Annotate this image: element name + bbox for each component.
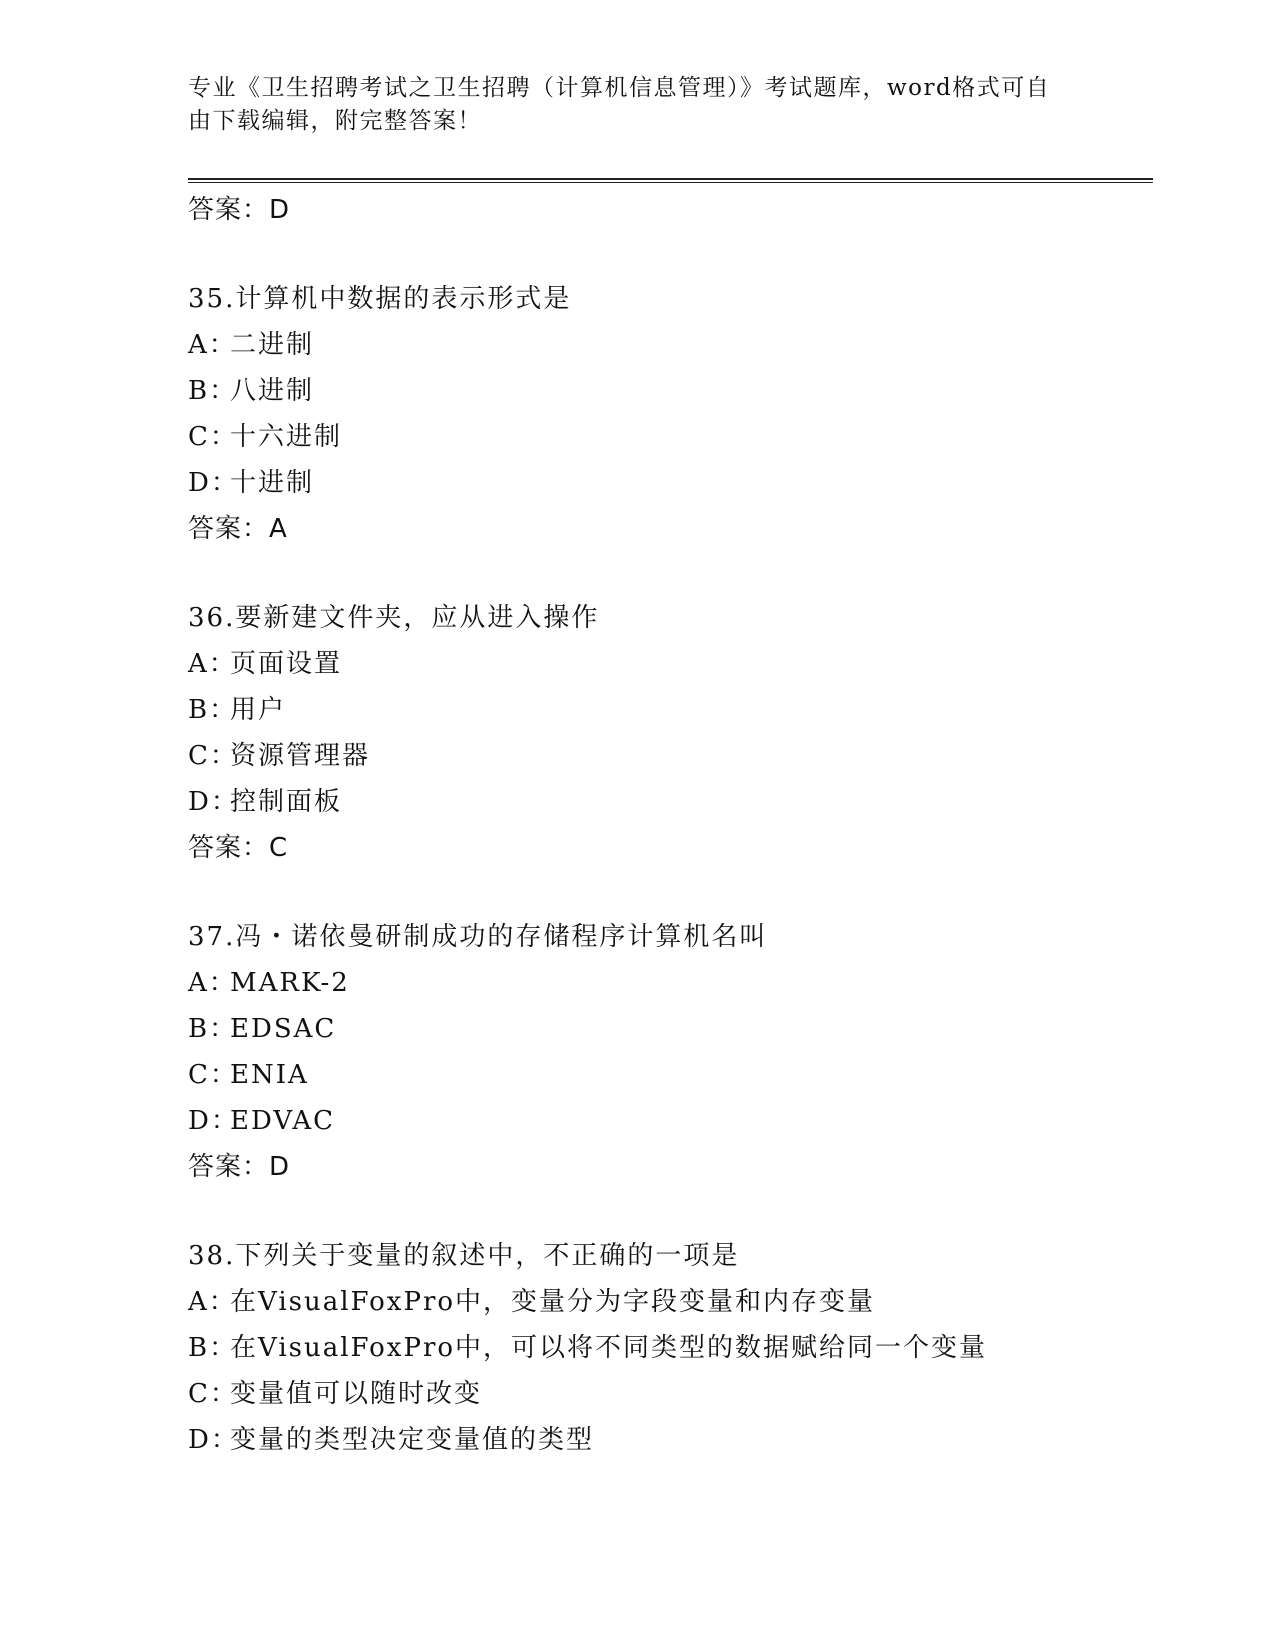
option-b — [188, 1325, 1153, 1371]
option-letter: C： — [188, 741, 238, 771]
option-text: 变量值可以随时改变 — [230, 1379, 483, 1409]
option-d — [188, 779, 1153, 825]
option-c — [188, 414, 1153, 460]
header-line-2: 由下载编辑，附完整答案！ — [188, 108, 482, 134]
option-b — [188, 368, 1153, 414]
option-b — [188, 1006, 1153, 1052]
option-text: EDSAC — [230, 1014, 337, 1044]
answer-line: 答案：C — [188, 833, 289, 863]
option-text: 十进制 — [230, 468, 315, 498]
option-d — [188, 1098, 1153, 1144]
option-a — [188, 960, 1153, 1006]
spacer — [188, 1190, 1153, 1233]
option-letter: A： — [188, 649, 237, 679]
option-letter: D： — [188, 787, 239, 817]
option-c — [188, 1371, 1153, 1417]
option-letter: A： — [188, 1287, 237, 1317]
option-letter: D： — [188, 1106, 239, 1136]
option-text: 八进制 — [230, 376, 315, 406]
option-letter: C： — [188, 1060, 238, 1090]
option-c — [188, 1052, 1153, 1098]
option-letter: C： — [188, 1379, 238, 1409]
option-letter: D： — [188, 1425, 239, 1455]
option-letter: B： — [188, 695, 238, 725]
option-letter: A： — [188, 968, 237, 998]
header-divider — [188, 178, 1153, 183]
option-text: 用户 — [230, 695, 287, 725]
option-letter: B： — [188, 1333, 238, 1363]
answer-line: 答案：A — [188, 514, 288, 544]
option-letter: B： — [188, 376, 238, 406]
question-stem: 38.下列关于变量的叙述中，不正确的一项是 — [188, 1241, 740, 1271]
option-text: ENIA — [230, 1060, 309, 1090]
option-a — [188, 1279, 1153, 1325]
option-letter: C： — [188, 422, 238, 452]
spacer — [188, 233, 1153, 276]
header-line-1: 专业《卫生招聘考试之卫生招聘（计算机信息管理）》考试题库，word格式可自 — [188, 75, 1051, 101]
option-a — [188, 322, 1153, 368]
option-text: 在VisualFoxPro中，可以将不同类型的数据赋给同一个变量 — [230, 1333, 988, 1363]
option-text: MARK-2 — [230, 968, 350, 998]
option-c — [188, 733, 1153, 779]
option-text: 页面设置 — [230, 649, 343, 679]
option-letter: B： — [188, 1014, 238, 1044]
option-text: 在VisualFoxPro中，变量分为字段变量和内存变量 — [230, 1287, 876, 1317]
option-text: 资源管理器 — [230, 741, 371, 771]
option-text: 控制面板 — [230, 787, 343, 817]
option-letter: A： — [188, 330, 237, 360]
option-letter: D： — [188, 468, 239, 498]
option-a — [188, 641, 1153, 687]
question-stem: 36.要新建文件夹，应从进入操作 — [188, 603, 600, 633]
option-b — [188, 687, 1153, 733]
answer-line: 答案：D — [188, 195, 291, 225]
option-text: 二进制 — [230, 330, 315, 360]
option-text: EDVAC — [230, 1106, 336, 1136]
option-d — [188, 1417, 1153, 1463]
question-list — [188, 187, 1153, 1463]
option-text: 十六进制 — [230, 422, 343, 452]
question-stem: 37.冯・诺依曼研制成功的存储程序计算机名叫 — [188, 922, 768, 952]
spacer — [188, 552, 1153, 595]
page-header — [188, 72, 1068, 138]
spacer — [188, 871, 1153, 914]
answer-line: 答案：D — [188, 1152, 291, 1182]
option-text: 变量的类型决定变量值的类型 — [230, 1425, 595, 1455]
option-d — [188, 460, 1153, 506]
question-stem: 35.计算机中数据的表示形式是 — [188, 284, 572, 314]
